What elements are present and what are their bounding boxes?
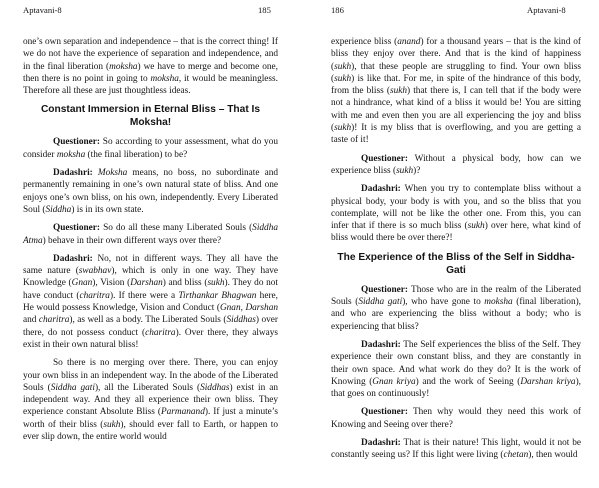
italic-term: charitra bbox=[145, 327, 176, 338]
paragraph bbox=[23, 36, 278, 97]
italic-term: anand bbox=[397, 37, 421, 47]
text-run: ), should ever fall to Earth, or happen to ever slip down, the entire world would bbox=[23, 419, 278, 443]
italic-term: moksha bbox=[56, 149, 86, 160]
italic-term: Darshan bbox=[130, 278, 163, 289]
italic-term: Siddhas bbox=[226, 315, 256, 326]
italic-term: moksha bbox=[484, 297, 513, 308]
paragraph bbox=[23, 222, 278, 247]
text-run: ). Over there, they always exist in their own natural bliss! bbox=[23, 327, 279, 350]
speaker-label: Dadashri: bbox=[361, 339, 401, 350]
text-run: ), all the Liberated Souls ( bbox=[94, 382, 201, 393]
paragraph bbox=[331, 36, 581, 147]
text-run: The Self experiences the bliss of the Self. They experience their own constant bliss, and they are constantly in their own space. And what work do they do? It is the work of Knowing ( bbox=[331, 339, 581, 387]
italic-term: Siddha gati bbox=[50, 382, 95, 393]
italic-term: Gnan kriya bbox=[372, 376, 416, 387]
italic-term: Siddha gati bbox=[358, 297, 403, 308]
text-run: ) that there is, I can tell that if the body were not a hindrance, what kind of a bliss it would be! You are sitting with me and even then you are all experiencing the joy and bliss ( bbox=[331, 86, 581, 134]
text-run: Those who are in the realm of the Liberated Souls ( bbox=[331, 284, 581, 308]
page-body bbox=[331, 36, 581, 468]
text-run: ), that these people are struggling to find. Your own bliss ( bbox=[331, 61, 581, 84]
italic-term: Tirthankar Bhagwan bbox=[178, 290, 257, 301]
italic-term: Siddhas bbox=[200, 382, 230, 393]
running-header-title: Aptavani-8 bbox=[527, 5, 566, 15]
text-run: )! It is my bliss that is overflowing, and you are getting a taste of it! bbox=[331, 123, 581, 146]
italic-term: sukh bbox=[334, 73, 352, 84]
italic-term: sukh bbox=[334, 123, 352, 134]
text-run: ). They do not have conduct ( bbox=[23, 278, 279, 301]
text-run: ) for a thousand years – that is the kind of bliss they enjoy over there. And that is the kind of happiness ( bbox=[331, 37, 581, 72]
text-run: ). If just a minute’s worth of their bliss ( bbox=[23, 407, 278, 430]
paragraph bbox=[23, 136, 278, 161]
paragraph bbox=[331, 437, 581, 462]
section-heading: The Experience of the Bliss of the Self in Siddha-Gati bbox=[337, 251, 575, 276]
paragraph bbox=[331, 153, 581, 178]
text-run: ) exist in an independent way. And they all experience their own bliss. They experience constant Absolute Bliss ( bbox=[23, 382, 278, 418]
text-run: ) over there, do not possess conduct ( bbox=[23, 315, 278, 338]
text-run: ) behave in their own different ways over there? bbox=[42, 235, 222, 246]
text-run: and bbox=[23, 315, 39, 326]
italic-term: Gnan, Darshan bbox=[219, 303, 278, 314]
text-run: ) is in its own state. bbox=[71, 204, 144, 215]
text-run: ), as well as a body. The Liberated Souls ( bbox=[69, 315, 227, 326]
page-number: 186 bbox=[331, 5, 344, 15]
right-page bbox=[300, 0, 599, 488]
speaker-label: Questioner: bbox=[53, 223, 100, 234]
italic-term: Darshan kriya bbox=[520, 376, 576, 387]
paragraph bbox=[331, 339, 581, 400]
text-run: ) is like that. For me, in spite of the hindrance of this body, from the bliss ( bbox=[331, 73, 581, 97]
italic-term: Parmanand bbox=[160, 407, 205, 418]
text-run: , it would be meaningless. Therefore all these are just thoughtless ideas. bbox=[23, 73, 278, 97]
italic-term: sukh bbox=[396, 165, 414, 176]
italic-term: sukh bbox=[207, 278, 225, 289]
italic-term: charitra bbox=[38, 315, 70, 326]
text-run: ), then would bbox=[528, 450, 578, 461]
text-run: ), Vision ( bbox=[92, 278, 131, 289]
page-number: 185 bbox=[258, 5, 271, 15]
speaker-label: Dadashri: bbox=[361, 184, 401, 195]
speaker-label: Dadashri: bbox=[361, 438, 401, 449]
text-run: )? bbox=[413, 165, 421, 176]
text-run: ), which is only in one way. They have Knowledge ( bbox=[23, 266, 279, 289]
paragraph bbox=[331, 284, 581, 333]
italic-term: moksha bbox=[150, 73, 179, 84]
text-run: ), who have gone to bbox=[402, 297, 485, 308]
text-run: No, not in different ways. They all have the same nature ( bbox=[23, 253, 278, 277]
text-run: So do all these many Liberated Souls ( bbox=[100, 223, 253, 234]
italic-term: Moksha bbox=[97, 168, 128, 179]
italic-term: sukh bbox=[389, 86, 407, 97]
speaker-label: Dadashri: bbox=[53, 253, 93, 264]
speaker-label: Questioner: bbox=[361, 407, 408, 418]
text-run: So there is no merging over there. There, you can enjoy your own bliss in an independent way. In the abode of the Liberated Souls ( bbox=[23, 358, 278, 393]
section-heading: Constant Immersion in Eternal Bliss – That Is Moksha! bbox=[40, 104, 261, 129]
italic-term: sukh bbox=[467, 221, 485, 232]
speaker-label: Questioner: bbox=[53, 137, 100, 148]
text-run: ), that goes on continuously! bbox=[331, 376, 581, 400]
text-run: ) over here, what kind of bliss would there be over there?! bbox=[331, 221, 581, 244]
text-run: When you try to contemplate bliss without a physical body, your body is with you, and so the bliss that you contemplate, will not be like the other one. From this, you can infer that if there is so much bliss ( bbox=[331, 184, 581, 232]
paragraph bbox=[23, 357, 278, 443]
text-run: Then why would they need this work of Knowing and Seeing over there? bbox=[331, 407, 581, 430]
text-run: ) and bliss ( bbox=[162, 278, 208, 289]
text-run: ). If there were a bbox=[109, 290, 179, 301]
paragraph bbox=[23, 167, 278, 216]
text-run: (the final liberation) to be? bbox=[85, 149, 188, 160]
speaker-label: Dadashri: bbox=[53, 168, 93, 179]
text-run: (final liberation), and who are experiencing the bliss without a body; who is experiencing that bliss? bbox=[331, 297, 582, 332]
paragraph bbox=[23, 253, 278, 351]
text-run: Without a physical body, how can we experience bliss ( bbox=[331, 153, 581, 176]
text-run: here, He would possess Knowledge, Vision and Conduct ( bbox=[23, 290, 278, 314]
paragraph bbox=[331, 183, 581, 244]
text-run: experience bliss ( bbox=[331, 37, 398, 47]
italic-term: Gnan bbox=[71, 278, 93, 289]
text-run: one’s own separation and independence – that is the correct thing! If we do not have the experience of separation and independence, and in the final liberation ( bbox=[23, 37, 278, 72]
italic-term: swabhav bbox=[78, 266, 112, 277]
italic-term: sukh bbox=[334, 61, 352, 72]
running-header-title: Aptavani-8 bbox=[23, 5, 62, 15]
text-run: So according to your assessment, what do you consider bbox=[23, 137, 278, 160]
italic-term: moksha bbox=[109, 61, 138, 72]
text-run: ) and the work of Seeing ( bbox=[415, 376, 521, 387]
italic-term: sukh bbox=[103, 419, 121, 430]
text-run: ) we have to merge and become one, then there is no point in going to bbox=[23, 61, 278, 84]
text-run: That is their nature! This light, would it not be constantly seeing us? If this light were living ( bbox=[331, 438, 581, 461]
page-body bbox=[23, 36, 278, 449]
italic-term: Siddha Atma bbox=[23, 223, 278, 246]
italic-term: charitra bbox=[79, 290, 110, 301]
italic-term: chetan bbox=[503, 450, 529, 461]
text-run: means, no boss, no subordinate and permanently remaining in one’s own natural state of bliss. And one enjoys one’s own bliss, on his own, independently. Every Liberated Soul ( bbox=[23, 168, 278, 215]
italic-term: Siddha bbox=[45, 204, 72, 215]
paragraph bbox=[331, 406, 581, 431]
speaker-label: Questioner: bbox=[361, 153, 408, 164]
speaker-label: Questioner: bbox=[361, 284, 408, 295]
